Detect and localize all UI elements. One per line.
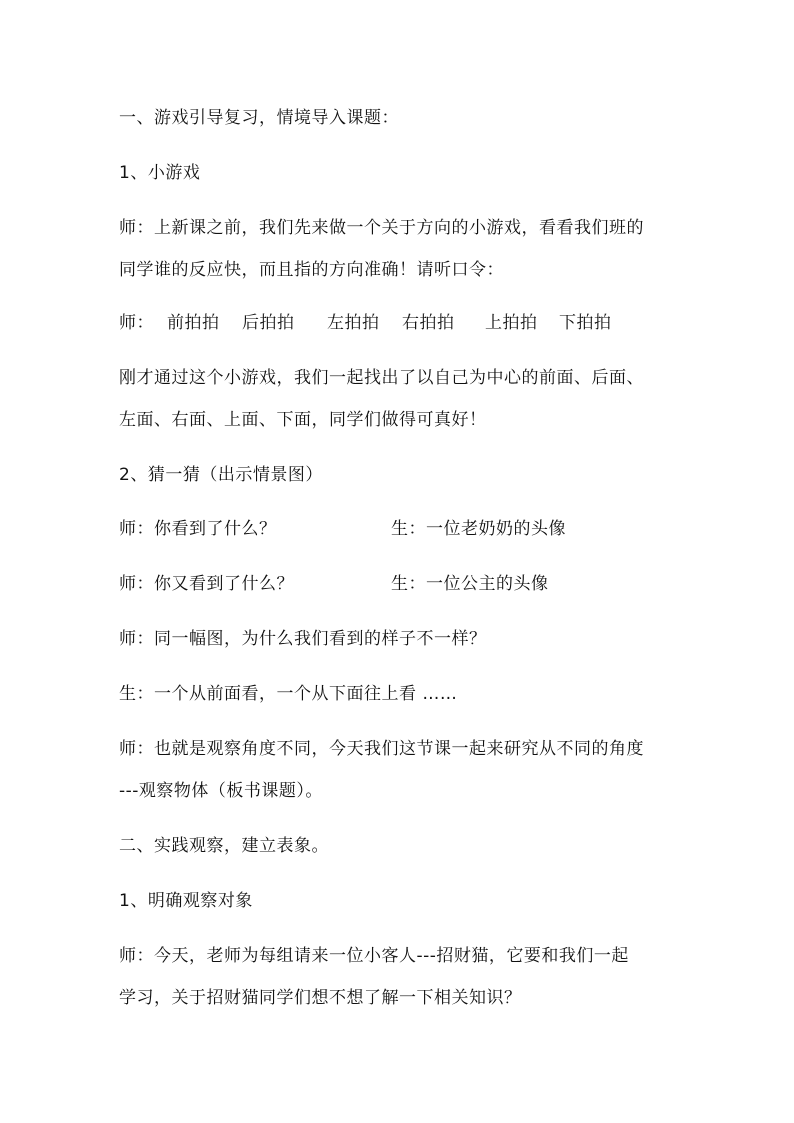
- paragraph-4-line-2: 学习，关于招财猫同学们想不想了解一下相关知识？: [119, 988, 522, 1008]
- dialog-4: 生：一个从前面看，一个从下面往上看 ……: [119, 684, 458, 704]
- dialog-2-question: 师：你又看到了什么？: [119, 574, 294, 594]
- command-speaker: 师：: [119, 313, 154, 333]
- item-3-heading: 1、明确观察对象: [119, 891, 253, 911]
- section-2-heading: 二、实践观察，建立表象。: [119, 836, 329, 856]
- paragraph-3-line-2: ---观察物体（板书课题）。: [119, 781, 323, 801]
- command-back: 后拍拍: [242, 313, 295, 333]
- paragraph-3-line-1: 师：也就是观察角度不同，今天我们这节课一起来研究从不同的角度: [119, 739, 644, 759]
- paragraph-1-line-2: 同学谁的反应快，而且指的方向准确！请听口令：: [119, 260, 504, 280]
- paragraph-2-line-2: 左面、右面、上面、下面，同学们做得可真好！: [119, 410, 487, 430]
- dialog-1-question: 师：你看到了什么？: [119, 519, 277, 539]
- item-2-heading: 2、猜一猜（出示情景图）: [119, 465, 323, 485]
- dialog-1-answer: 生：一位老奶奶的头像: [391, 519, 566, 539]
- command-down: 下拍拍: [559, 313, 612, 333]
- item-1-heading: 1、小游戏: [119, 163, 201, 183]
- command-front: 前拍拍: [167, 313, 220, 333]
- command-left: 左拍拍: [327, 313, 380, 333]
- paragraph-4-line-1: 师：今天，老师为每组请来一位小客人---招财猫，它要和我们一起: [119, 946, 629, 966]
- section-1-heading: 一、游戏引导复习，情境导入课题：: [119, 108, 399, 128]
- dialog-3: 师：同一幅图，为什么我们看到的样子不一样？: [119, 629, 487, 649]
- dialog-2-answer: 生：一位公主的头像: [391, 574, 549, 594]
- command-right: 右拍拍: [402, 313, 455, 333]
- command-up: 上拍拍: [485, 313, 538, 333]
- paragraph-1-line-1: 师：上新课之前，我们先来做一个关于方向的小游戏，看看我们班的: [119, 218, 644, 238]
- paragraph-2-line-1: 刚才通过这个小游戏，我们一起找出了以自己为中心的前面、后面、: [119, 368, 644, 388]
